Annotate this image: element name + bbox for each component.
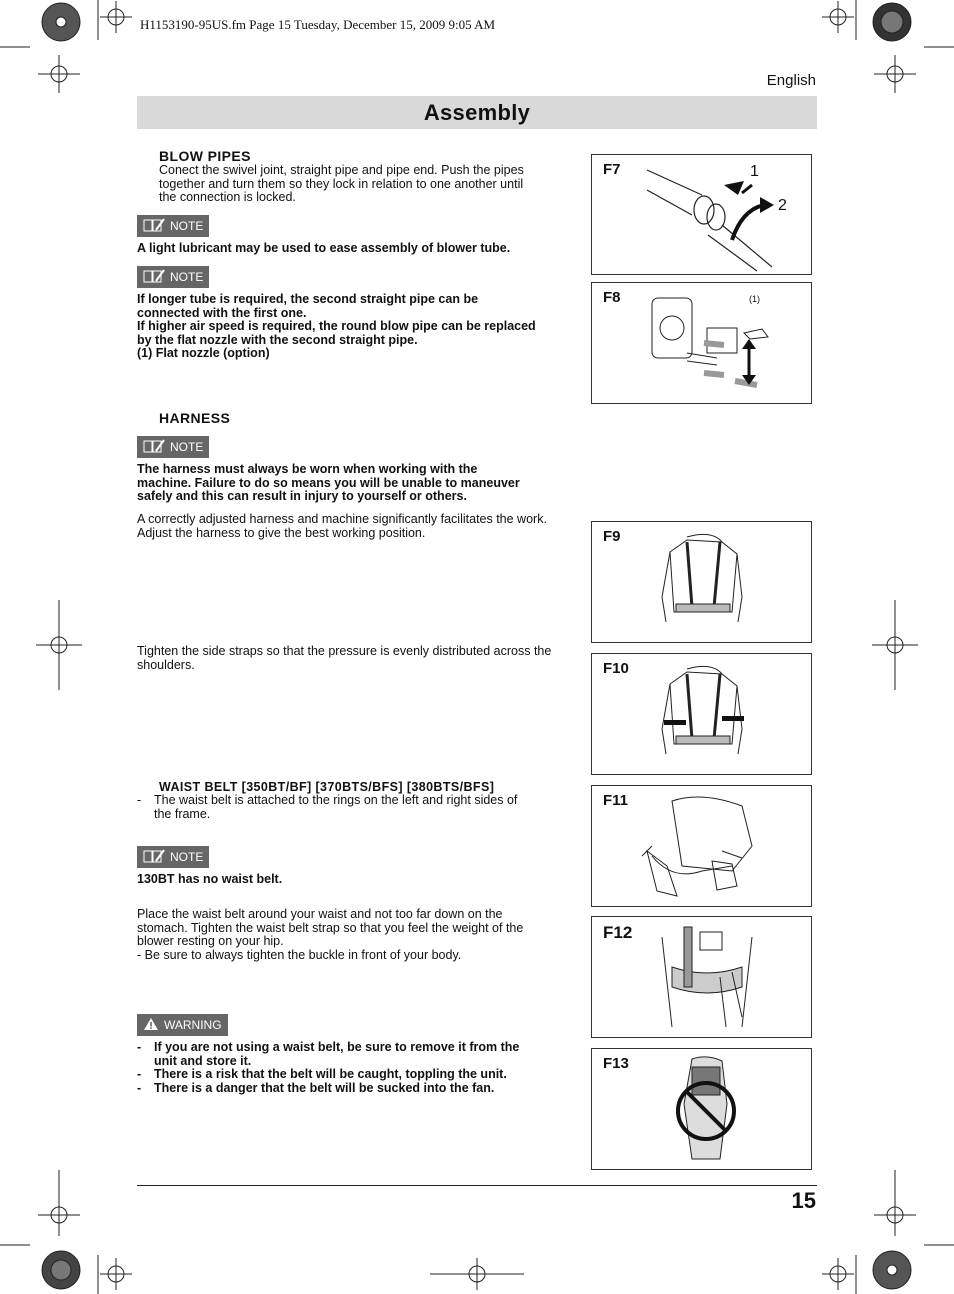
dash-bullet: - [137,1040,142,1054]
figure-label: F9 [603,528,621,545]
text-line: the frame. [154,806,211,821]
figure-label: F7 [603,161,621,178]
book-pen-icon [143,849,165,866]
book-pen-icon [143,269,165,286]
figure-f10 [591,653,812,775]
text-line: shoulders. [137,657,195,672]
callout-number: 1 [750,163,759,180]
figure-f7 [591,154,812,275]
warning-list [137,1041,567,1095]
figure-label: F12 [603,923,633,942]
warning-triangle-icon [143,1017,159,1034]
note-badge [137,266,209,288]
note-text: 130BT has no waist belt. [137,872,283,886]
note-badge [137,846,209,868]
text-line: Conect the swivel joint, straight pipe and pipe end. Push the pipes [159,163,524,177]
text-line: by the flat nozzle with the second straight pipe. [137,332,418,347]
text-line: unit and store it. [154,1053,252,1068]
text-line: The waist belt is attached to the rings on the left and right sides of [154,793,518,807]
note-label: NOTE [170,219,204,233]
note-label: NOTE [170,850,204,864]
text-line: stomach. Tighten the waist belt strap so that you feel the weight of the [137,920,524,935]
text-line: Place the waist belt around your waist and not too far down on the [137,907,503,921]
dash-bullet: - [137,1080,142,1095]
list-item [137,794,567,821]
blow-pipes-text [159,164,524,205]
figure-label: F8 [603,289,621,306]
text-line: (1) Flat nozzle (option) [137,346,270,361]
book-pen-icon [143,218,165,235]
figure-f13 [591,1048,812,1170]
text-line: together and turn them so they lock in relation to one another until [159,176,524,191]
print-info-line: H1153190-95US.fm Page 15 Tuesday, December 15, 2009 9:05 AM [140,17,496,32]
note-label: NOTE [170,440,204,454]
callout-number: 2 [778,197,787,214]
warning-label: WARNING [164,1018,222,1032]
note-text: A light lubricant may be used to ease assembly of blower tube. [137,241,511,255]
language-label: English [766,72,816,89]
harness-heading: HARNESS [159,410,231,426]
text-line: connected with the first one. [137,305,307,320]
figure-f9 [591,521,812,643]
text-line: If you are not using a waist belt, be sure to remove it from the [154,1040,520,1054]
figure-label: F10 [603,660,629,677]
callout-number: (1) [749,294,760,304]
warning-badge [137,1014,228,1036]
harness-text [137,645,551,672]
text-line: If longer tube is required, the second straight pipe can be [137,292,479,306]
dash-bullet: - [137,793,142,807]
figure-label: F13 [603,1055,629,1072]
text-line: A correctly adjusted harness and machine significantly facilitates the work. [137,512,547,526]
text-line: The harness must always be worn when working with the [137,462,478,476]
list-item-text: There is a danger that the belt will be sucked into the fan. [154,1080,495,1095]
note-label: NOTE [170,270,204,284]
list-item-text: There is a risk that the belt will be caught, toppling the unit. [154,1067,507,1082]
list-item-text [154,794,517,821]
page-number: 15 [791,1188,816,1213]
text-line: - Be sure to always tighten the buckle in front of your body. [137,947,462,962]
text-line: blower resting on your hip. [137,934,284,949]
note-text [137,463,520,504]
figure-f11 [591,785,812,907]
footer-rule [137,1185,817,1186]
harness-text [137,513,547,540]
list-item-text [154,1041,519,1068]
figure-label: F11 [603,792,629,809]
text-line: If higher air speed is required, the round blow pipe can be replaced [137,319,536,334]
text-line: Tighten the side straps so that the pressure is evenly distributed across the [137,644,552,658]
book-pen-icon [143,439,165,456]
list-item [137,1082,567,1096]
list-item [137,1041,567,1068]
figure-f12 [591,916,812,1038]
person-harness-illustration [592,522,811,642]
section-title-bar [137,96,817,129]
list-item [137,1068,567,1082]
blow-pipes-heading: BLOW PIPES [159,148,251,164]
note-badge [137,215,209,237]
text-line: safely and this can result in injury to yourself or others. [137,489,467,504]
dash-bullet: - [137,1067,142,1082]
figure-f8 [591,282,812,404]
text-line: Adjust the harness to give the best working position. [137,525,426,540]
text-line: machine. Failure to do so means you will be unable to maneuver [137,475,520,490]
page-title: Assembly [423,100,531,125]
waist-belt-heading: WAIST BELT [350BT/BF] [370BTS/BFS] [380BTS/BFS] [159,780,495,794]
note-text [137,293,536,361]
note-badge [137,436,209,458]
text-line: the connection is locked. [159,190,296,205]
blower-parts-illustration [592,283,811,403]
waist-belt-text [137,908,523,962]
